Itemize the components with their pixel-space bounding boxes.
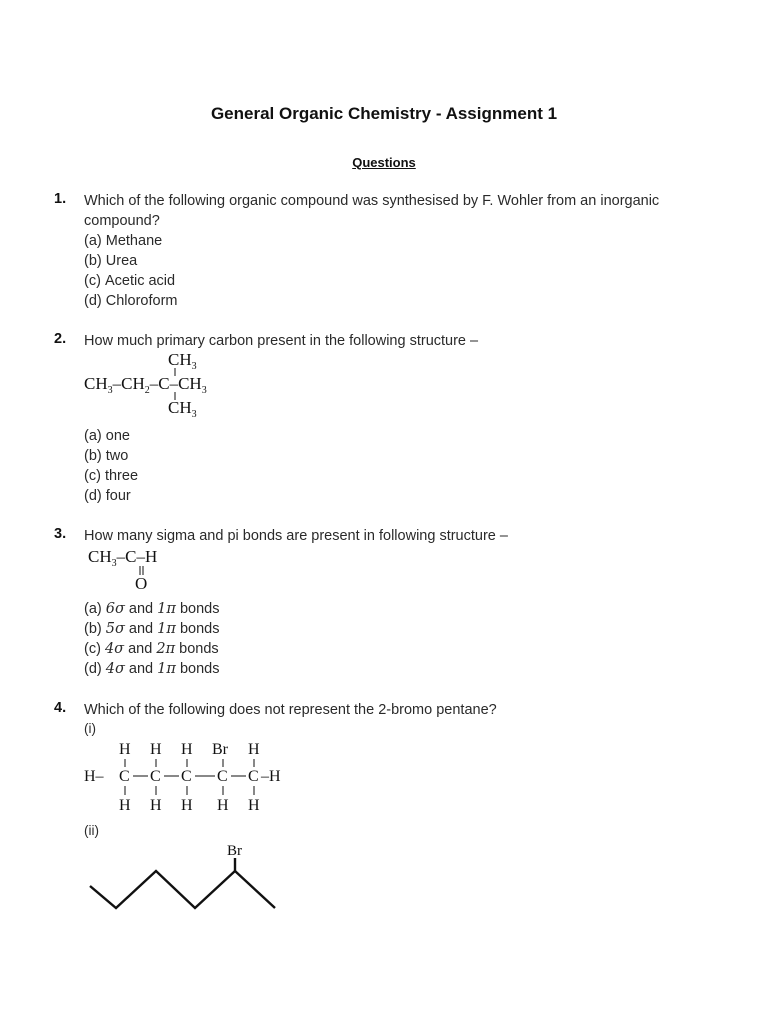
option-b: (b) two (84, 448, 129, 464)
atom-label: C (181, 768, 192, 785)
option-a: (a) Methane (84, 233, 163, 249)
question-text: How many sigma and pi bonds are present in following structure – (84, 528, 508, 544)
bromine-label: Br (227, 843, 242, 859)
carbon-chain (90, 871, 275, 908)
structure-expanded-formula (84, 738, 314, 818)
options-list (84, 426, 138, 506)
option-d: (d) four (84, 488, 131, 504)
main-chain-label: $CH_3-C-H$ (88, 547, 158, 569)
option-d: (d) 4σ and 1π bonds (84, 661, 220, 677)
option-a: (a) one (84, 428, 130, 444)
methyl-top-label: $CH_3$ (168, 350, 197, 372)
atom-label: H (248, 741, 260, 758)
atom-label: H (217, 797, 229, 814)
atom-label: H (119, 741, 131, 758)
part-label-ii: (ii) (84, 823, 99, 838)
option-c: (c) Acetic acid (84, 273, 176, 289)
atom-label: Br (212, 741, 228, 758)
question-number: 1. (54, 191, 67, 207)
atom-label: H– (84, 768, 104, 785)
question-number: 4. (54, 700, 67, 716)
atom-label: H (119, 797, 131, 814)
methyl-bottom-label: $CH_3$ (168, 398, 197, 420)
option-d: (d) Chloroform (84, 293, 178, 309)
option-c: (c) three (84, 468, 139, 484)
atom-label: H (150, 797, 162, 814)
question-number: 2. (54, 331, 67, 347)
option-c: (c) 4σ and 2π bonds (84, 641, 219, 657)
atom-label: H (181, 741, 193, 758)
option-b: (b) 5σ and 1π bonds (84, 621, 220, 637)
structure-acetaldehyde (88, 545, 188, 595)
option-b: (b) Urea (84, 253, 138, 269)
option-a: (a) 6σ and 1π bonds (84, 601, 220, 617)
question-text: How much primary carbon present in the following structure – (84, 333, 479, 349)
atom-label: H (248, 797, 260, 814)
atom-label: H (150, 741, 162, 758)
atom-label: C (119, 768, 130, 785)
main-chain-label: $CH_3-CH_2-C-CH_3$ (84, 374, 207, 396)
question-text: Which of the following does not represent the 2-bromo pentane? (84, 702, 497, 718)
question-text: Which of the following organic compound was synthesised by F. Wohler from an inorganic compound? (84, 193, 660, 229)
atom-label: C (217, 768, 228, 785)
structure-skeletal-formula (84, 840, 284, 920)
section-heading: Questions (352, 155, 416, 170)
options-list (84, 599, 219, 679)
part-label-i: (i) (84, 721, 96, 736)
oxygen-label: O (135, 574, 148, 593)
question-number: 3. (54, 526, 67, 542)
options-list (84, 231, 177, 311)
page-title: General Organic Chemistry - Assignment 1 (210, 104, 558, 123)
atom-label: H (181, 797, 193, 814)
structure-neopentane (84, 346, 244, 426)
atom-label: C (150, 768, 161, 785)
atom-label: C (248, 768, 259, 785)
atom-label: –H (261, 768, 281, 785)
